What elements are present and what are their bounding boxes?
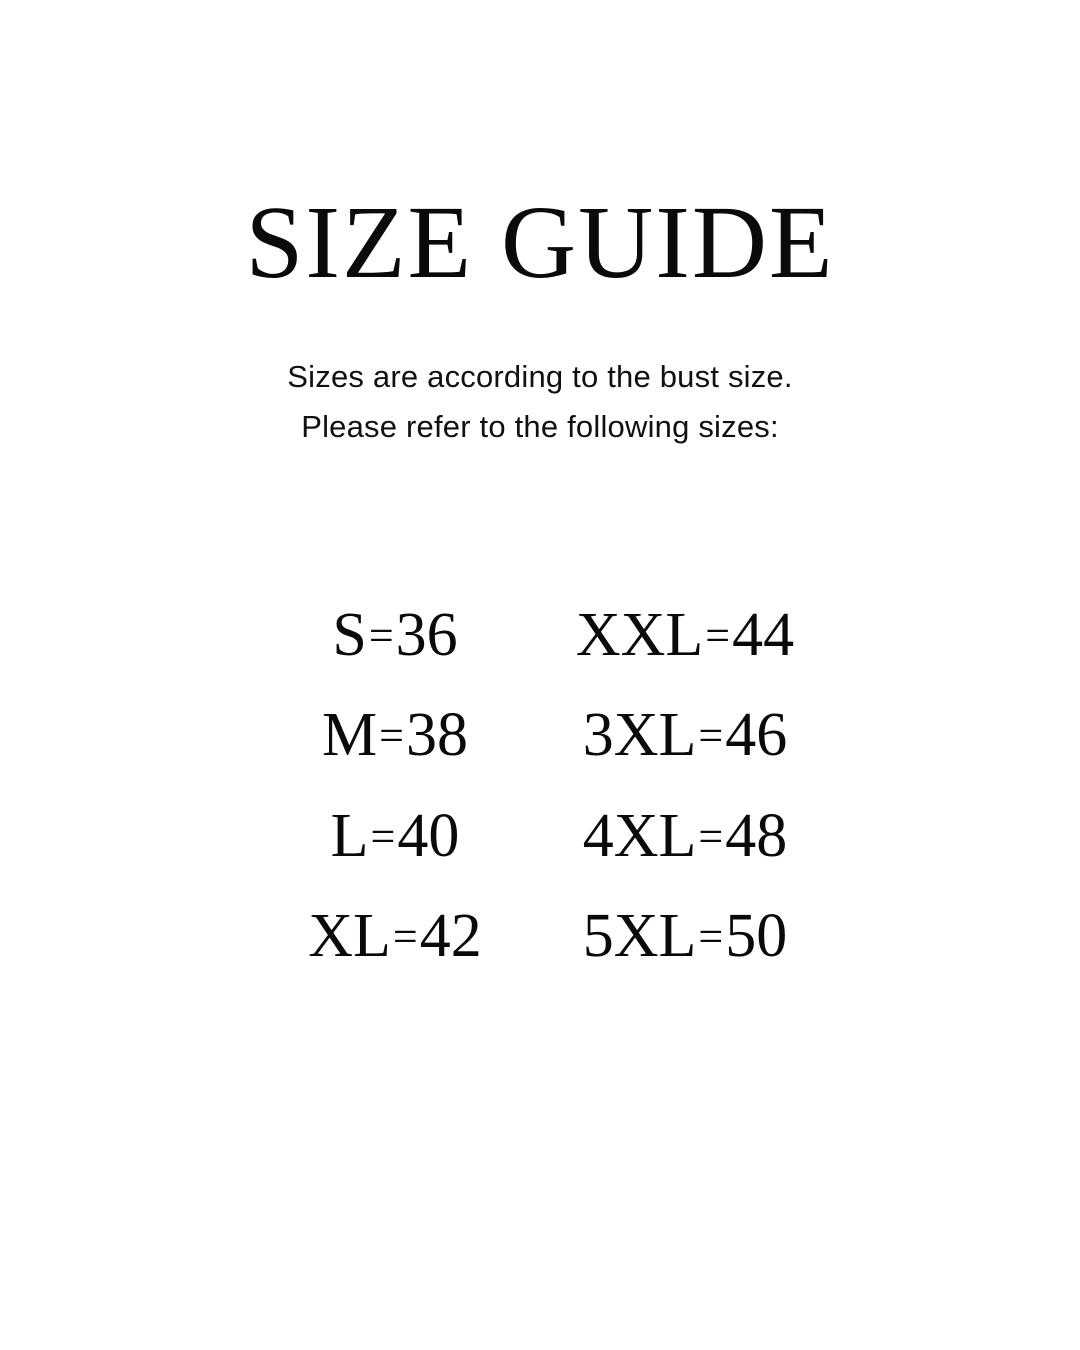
size-label: L (330, 801, 369, 870)
equals-sign: = (698, 912, 724, 962)
size-label: 3XL (582, 701, 697, 770)
size-row (540, 886, 830, 986)
size-label: S (332, 601, 367, 669)
size-value: 36 (395, 601, 458, 669)
size-row (540, 786, 830, 886)
equals-sign: = (698, 811, 724, 861)
page-title: SIZE GUIDE (245, 184, 835, 300)
size-label: M (322, 701, 378, 770)
size-label: XXL (575, 601, 704, 669)
size-row (250, 585, 540, 685)
equals-sign: = (698, 711, 724, 761)
size-row (250, 786, 540, 886)
intro-text (0, 352, 1080, 452)
equals-sign: = (368, 610, 394, 660)
size-value: 40 (397, 801, 460, 870)
size-value: 38 (405, 701, 468, 770)
size-value: 44 (732, 601, 795, 669)
size-row (540, 685, 830, 785)
intro-line-1: Sizes are according to the bust size. (287, 359, 793, 394)
equals-sign: = (370, 811, 396, 861)
size-row (250, 685, 540, 785)
size-value: 48 (725, 801, 788, 870)
size-value: 42 (419, 902, 482, 971)
size-label: XL (308, 902, 391, 971)
equals-sign: = (392, 912, 418, 962)
size-column-right (540, 585, 830, 987)
size-column-left (250, 585, 540, 987)
size-label: 4XL (582, 801, 697, 870)
equals-sign: = (705, 610, 731, 660)
size-chart (0, 585, 1080, 987)
equals-sign: = (379, 711, 404, 761)
size-label: 5XL (582, 902, 697, 971)
intro-line-2: Please refer to the following sizes: (301, 409, 779, 445)
size-row (250, 886, 540, 986)
size-row (540, 585, 830, 685)
size-value: 50 (725, 902, 788, 971)
size-value: 46 (725, 701, 788, 770)
